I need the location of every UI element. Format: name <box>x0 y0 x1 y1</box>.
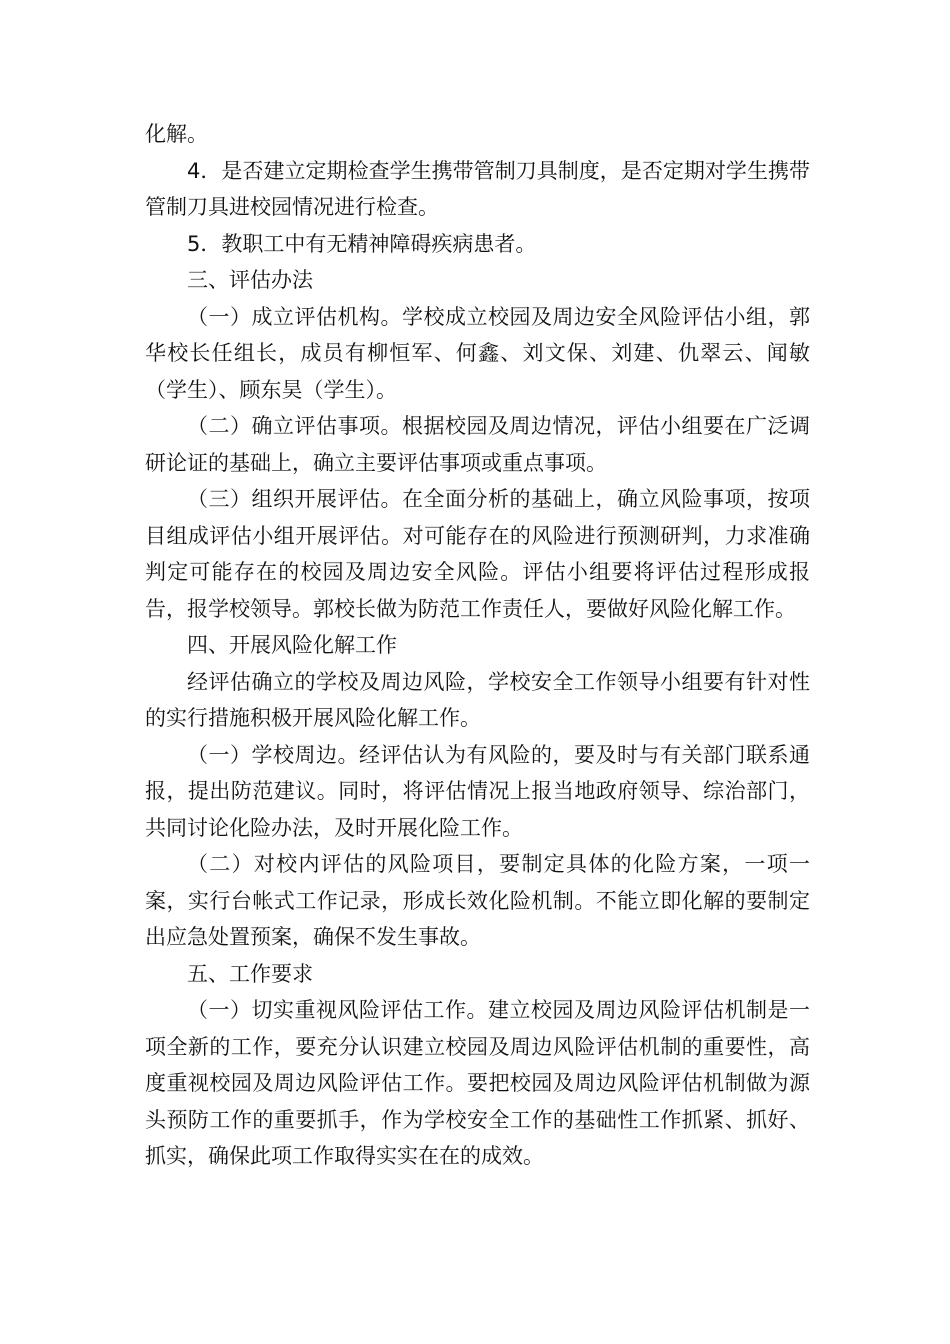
paragraph-6: （二）确立评估事项。根据校园及周边情况，评估小组要在广泛调研论证的基础上，确立主要评估事项或重点事项。 <box>145 414 810 475</box>
paragraph-5: （一）成立评估机构。学校成立校园及周边安全风险评估小组，郭华校长任组长，成员有柳恒军、何鑫、刘文保、刘建、仇翠云、闻敏（学生）、顾东昊（学生）。 <box>145 304 810 402</box>
section-heading-5: 五、工作要求 <box>187 961 313 986</box>
document-body <box>145 116 810 1175</box>
paragraph-11: （二）对校内评估的风险项目，要制定具体的化险方案，一项一案，实行台帐式工作记录，形成长效化险机制。不能立即化解的要制定出应急处置预案，确保不发生事故。 <box>145 852 810 949</box>
section-heading-3: 三、评估办法 <box>187 268 313 292</box>
paragraph-9: 经评估确立的学校及周边风险，学校安全工作领导小组要有针对性的实行措施积极开展风险化解工作。 <box>145 669 810 730</box>
section-heading-4: 四、开展风险化解工作 <box>187 633 397 657</box>
paragraph-13: （一）切实重视风险评估工作。建立校园及周边风险评估机制是一项全新的工作，要充分认识建立校园及周边风险评估机制的重要性，高度重视校园及周边风险评估工作。要把校园及周边风险评估机制做为源头预防工作的重要抓手，作为学校安全工作的基础性工作抓紧、抓好、抓实，确保此项工作取得实实在在的成效。 <box>145 998 810 1168</box>
paragraph-3: 5．教职工中有无精神障碍疾病患者。 <box>187 231 537 256</box>
paragraph-2: 4．是否建立定期检查学生携带管制刀具制度，是否定期对学生携带管制刀具进校园情况进行检查。 <box>145 158 810 219</box>
paragraph-1: 化解。 <box>145 122 208 146</box>
paragraph-10: （一）学校周边。经评估认为有风险的，要及时与有关部门联系通报，提出防范建议。同时，将评估情况上报当地政府领导、综治部门，共同讨论化险办法，及时开展化险工作。 <box>145 742 810 840</box>
paragraph-7: （三）组织开展评估。在全面分析的基础上，确立风险事项，按项目组成评估小组开展评估。对可能存在的风险进行预测研判，力求准确判定可能存在的校园及周边安全风险。评估小组要将评估过程形成报告，报学校领导。郭校长做为防范工作责任人，要做好风险化解工作。 <box>145 487 810 621</box>
